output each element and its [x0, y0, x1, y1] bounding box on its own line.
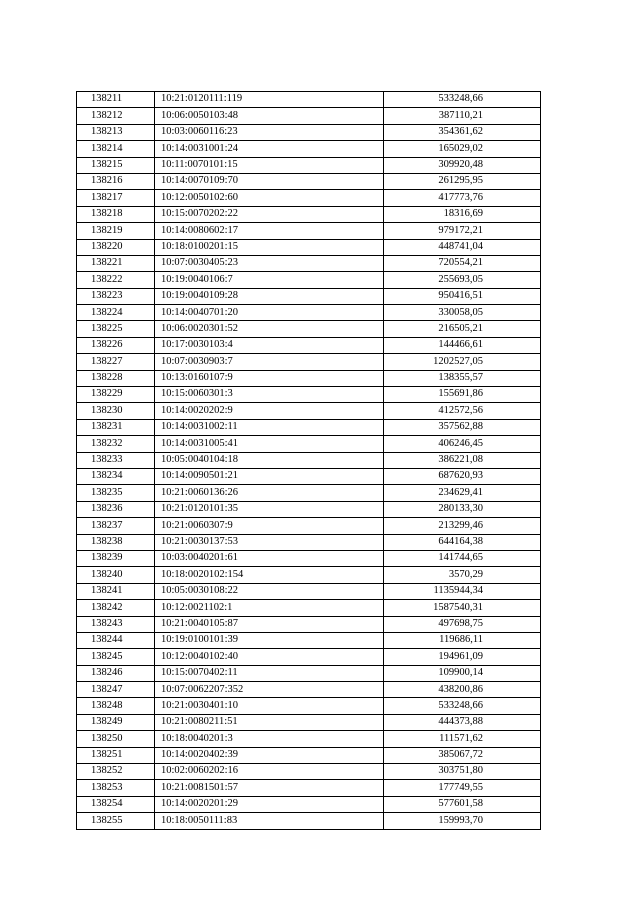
cadastral-code-cell: 10:15:0060301:3 — [155, 387, 384, 403]
table-row — [77, 813, 541, 829]
table-row — [77, 567, 541, 583]
table-row — [77, 403, 541, 419]
amount-cell: 354361,62 — [384, 124, 541, 140]
table-row — [77, 288, 541, 304]
table-body — [77, 92, 541, 830]
row-id-cell: 138248 — [77, 698, 155, 714]
cadastral-code-cell: 10:06:0050103:48 — [155, 108, 384, 124]
table-row — [77, 452, 541, 468]
row-id-cell: 138242 — [77, 600, 155, 616]
amount-cell: 387110,21 — [384, 108, 541, 124]
amount-cell: 18316,69 — [384, 206, 541, 222]
table-row — [77, 141, 541, 157]
row-id-cell: 138216 — [77, 173, 155, 189]
amount-cell: 950416,51 — [384, 288, 541, 304]
table-row — [77, 583, 541, 599]
amount-cell: 417773,76 — [384, 190, 541, 206]
amount-cell: 979172,21 — [384, 223, 541, 239]
cadastral-code-cell: 10:12:0050102:60 — [155, 190, 384, 206]
amount-cell: 720554,21 — [384, 255, 541, 271]
amount-cell: 177749,55 — [384, 780, 541, 796]
table-row — [77, 272, 541, 288]
table-row — [77, 92, 541, 108]
cadastral-code-cell: 10:14:0031005:41 — [155, 436, 384, 452]
cadastral-code-cell: 10:21:0081501:57 — [155, 780, 384, 796]
amount-cell: 412572,56 — [384, 403, 541, 419]
amount-cell: 1202527,05 — [384, 354, 541, 370]
row-id-cell: 138217 — [77, 190, 155, 206]
cadastral-code-cell: 10:21:0080211:51 — [155, 714, 384, 730]
amount-cell: 255693,05 — [384, 272, 541, 288]
row-id-cell: 138253 — [77, 780, 155, 796]
amount-cell: 303751,80 — [384, 764, 541, 780]
amount-cell: 1587540,31 — [384, 600, 541, 616]
amount-cell: 357562,88 — [384, 419, 541, 435]
table-row — [77, 419, 541, 435]
row-id-cell: 138244 — [77, 632, 155, 648]
cadastral-code-cell: 10:02:0060202:16 — [155, 764, 384, 780]
table-row — [77, 354, 541, 370]
table-row — [77, 632, 541, 648]
amount-cell: 144466,61 — [384, 337, 541, 353]
amount-cell: 533248,66 — [384, 698, 541, 714]
cadastral-code-cell: 10:21:0060136:26 — [155, 485, 384, 501]
row-id-cell: 138213 — [77, 124, 155, 140]
row-id-cell: 138250 — [77, 731, 155, 747]
row-id-cell: 138243 — [77, 616, 155, 632]
data-table — [76, 91, 541, 830]
amount-cell: 577601,58 — [384, 796, 541, 812]
amount-cell: 406246,45 — [384, 436, 541, 452]
row-id-cell: 138227 — [77, 354, 155, 370]
table-row — [77, 190, 541, 206]
cadastral-code-cell: 10:14:0090501:21 — [155, 468, 384, 484]
table-row — [77, 796, 541, 812]
row-id-cell: 138225 — [77, 321, 155, 337]
row-id-cell: 138255 — [77, 813, 155, 829]
row-id-cell: 138223 — [77, 288, 155, 304]
cadastral-code-cell: 10:17:0030103:4 — [155, 337, 384, 353]
amount-cell: 687620,93 — [384, 468, 541, 484]
amount-cell: 386221,08 — [384, 452, 541, 468]
amount-cell: 3570,29 — [384, 567, 541, 583]
amount-cell: 644164,38 — [384, 534, 541, 550]
row-id-cell: 138222 — [77, 272, 155, 288]
cadastral-code-cell: 10:13:0160107:9 — [155, 370, 384, 386]
cadastral-code-cell: 10:15:0070202:22 — [155, 206, 384, 222]
amount-cell: 141744,65 — [384, 550, 541, 566]
table-row — [77, 108, 541, 124]
cadastral-code-cell: 10:07:0062207:352 — [155, 682, 384, 698]
cadastral-code-cell: 10:07:0030405:23 — [155, 255, 384, 271]
amount-cell: 234629,41 — [384, 485, 541, 501]
table-row — [77, 206, 541, 222]
table-row — [77, 550, 541, 566]
cadastral-code-cell: 10:18:0100201:15 — [155, 239, 384, 255]
table-row — [77, 321, 541, 337]
row-id-cell: 138247 — [77, 682, 155, 698]
cadastral-code-cell: 10:21:0040105:87 — [155, 616, 384, 632]
row-id-cell: 138215 — [77, 157, 155, 173]
cadastral-code-cell: 10:21:0120111:119 — [155, 92, 384, 108]
amount-cell: 159993,70 — [384, 813, 541, 829]
table-row — [77, 649, 541, 665]
row-id-cell: 138249 — [77, 714, 155, 730]
row-id-cell: 138231 — [77, 419, 155, 435]
cadastral-code-cell: 10:18:0020102:154 — [155, 567, 384, 583]
row-id-cell: 138251 — [77, 747, 155, 763]
cadastral-code-cell: 10:19:0040109:28 — [155, 288, 384, 304]
row-id-cell: 138228 — [77, 370, 155, 386]
row-id-cell: 138212 — [77, 108, 155, 124]
table-row — [77, 764, 541, 780]
row-id-cell: 138220 — [77, 239, 155, 255]
row-id-cell: 138233 — [77, 452, 155, 468]
amount-cell: 165029,02 — [384, 141, 541, 157]
table-row — [77, 518, 541, 534]
amount-cell: 497698,75 — [384, 616, 541, 632]
row-id-cell: 138234 — [77, 468, 155, 484]
amount-cell: 119686,11 — [384, 632, 541, 648]
amount-cell: 194961,09 — [384, 649, 541, 665]
row-id-cell: 138237 — [77, 518, 155, 534]
row-id-cell: 138232 — [77, 436, 155, 452]
amount-cell: 138355,57 — [384, 370, 541, 386]
table-row — [77, 436, 541, 452]
cadastral-code-cell: 10:21:0030401:10 — [155, 698, 384, 714]
table-row — [77, 747, 541, 763]
row-id-cell: 138226 — [77, 337, 155, 353]
amount-cell: 444373,88 — [384, 714, 541, 730]
row-id-cell: 138238 — [77, 534, 155, 550]
row-id-cell: 138230 — [77, 403, 155, 419]
cadastral-code-cell: 10:14:0040701:20 — [155, 305, 384, 321]
cadastral-code-cell: 10:14:0020201:29 — [155, 796, 384, 812]
table-row — [77, 714, 541, 730]
cadastral-code-cell: 10:14:0070109:70 — [155, 173, 384, 189]
amount-cell: 111571,62 — [384, 731, 541, 747]
amount-cell: 216505,21 — [384, 321, 541, 337]
amount-cell: 330058,05 — [384, 305, 541, 321]
table-row — [77, 305, 541, 321]
cadastral-code-cell: 10:14:0031002:11 — [155, 419, 384, 435]
cadastral-code-cell: 10:14:0031001:24 — [155, 141, 384, 157]
cadastral-code-cell: 10:03:0040201:61 — [155, 550, 384, 566]
row-id-cell: 138211 — [77, 92, 155, 108]
table-row — [77, 255, 541, 271]
table-row — [77, 616, 541, 632]
amount-cell: 385067,72 — [384, 747, 541, 763]
cadastral-code-cell: 10:18:0050111:83 — [155, 813, 384, 829]
cadastral-code-cell: 10:03:0060116:23 — [155, 124, 384, 140]
table-row — [77, 780, 541, 796]
cadastral-code-cell: 10:19:0040106:7 — [155, 272, 384, 288]
amount-cell: 213299,46 — [384, 518, 541, 534]
cadastral-code-cell: 10:21:0060307:9 — [155, 518, 384, 534]
row-id-cell: 138214 — [77, 141, 155, 157]
table-row — [77, 600, 541, 616]
cadastral-code-cell: 10:05:0030108:22 — [155, 583, 384, 599]
cadastral-code-cell: 10:15:0070402:11 — [155, 665, 384, 681]
cadastral-code-cell: 10:18:0040201:3 — [155, 731, 384, 747]
row-id-cell: 138239 — [77, 550, 155, 566]
row-id-cell: 138254 — [77, 796, 155, 812]
cadastral-code-cell: 10:06:0020301:52 — [155, 321, 384, 337]
row-id-cell: 138245 — [77, 649, 155, 665]
table-row — [77, 485, 541, 501]
row-id-cell: 138241 — [77, 583, 155, 599]
table-row — [77, 370, 541, 386]
table-row — [77, 698, 541, 714]
table-row — [77, 223, 541, 239]
row-id-cell: 138235 — [77, 485, 155, 501]
amount-cell: 309920,48 — [384, 157, 541, 173]
amount-cell: 533248,66 — [384, 92, 541, 108]
row-id-cell: 138240 — [77, 567, 155, 583]
row-id-cell: 138229 — [77, 387, 155, 403]
table-row — [77, 239, 541, 255]
cadastral-code-cell: 10:11:0070101:15 — [155, 157, 384, 173]
amount-cell: 109900,14 — [384, 665, 541, 681]
table-row — [77, 387, 541, 403]
amount-cell: 438200,86 — [384, 682, 541, 698]
table-row — [77, 534, 541, 550]
table-row — [77, 682, 541, 698]
cadastral-code-cell: 10:14:0080602:17 — [155, 223, 384, 239]
cadastral-code-cell: 10:07:0030903:7 — [155, 354, 384, 370]
row-id-cell: 138224 — [77, 305, 155, 321]
table-row — [77, 665, 541, 681]
row-id-cell: 138236 — [77, 501, 155, 517]
cadastral-code-cell: 10:21:0120101:35 — [155, 501, 384, 517]
row-id-cell: 138218 — [77, 206, 155, 222]
table-row — [77, 501, 541, 517]
table-row — [77, 157, 541, 173]
cadastral-code-cell: 10:14:0020402:39 — [155, 747, 384, 763]
amount-cell: 155691,86 — [384, 387, 541, 403]
table-row — [77, 173, 541, 189]
amount-cell: 261295,95 — [384, 173, 541, 189]
table-row — [77, 124, 541, 140]
row-id-cell: 138221 — [77, 255, 155, 271]
cadastral-code-cell: 10:12:0040102:40 — [155, 649, 384, 665]
row-id-cell: 138219 — [77, 223, 155, 239]
row-id-cell: 138246 — [77, 665, 155, 681]
cadastral-code-cell: 10:12:0021102:1 — [155, 600, 384, 616]
amount-cell: 448741,04 — [384, 239, 541, 255]
table-row — [77, 468, 541, 484]
amount-cell: 280133,30 — [384, 501, 541, 517]
cadastral-code-cell: 10:19:0100101:39 — [155, 632, 384, 648]
row-id-cell: 138252 — [77, 764, 155, 780]
cadastral-code-cell: 10:14:0020202:9 — [155, 403, 384, 419]
amount-cell: 1135944,34 — [384, 583, 541, 599]
cadastral-code-cell: 10:05:0040104:18 — [155, 452, 384, 468]
table-row — [77, 337, 541, 353]
table-row — [77, 731, 541, 747]
cadastral-code-cell: 10:21:0030137:53 — [155, 534, 384, 550]
